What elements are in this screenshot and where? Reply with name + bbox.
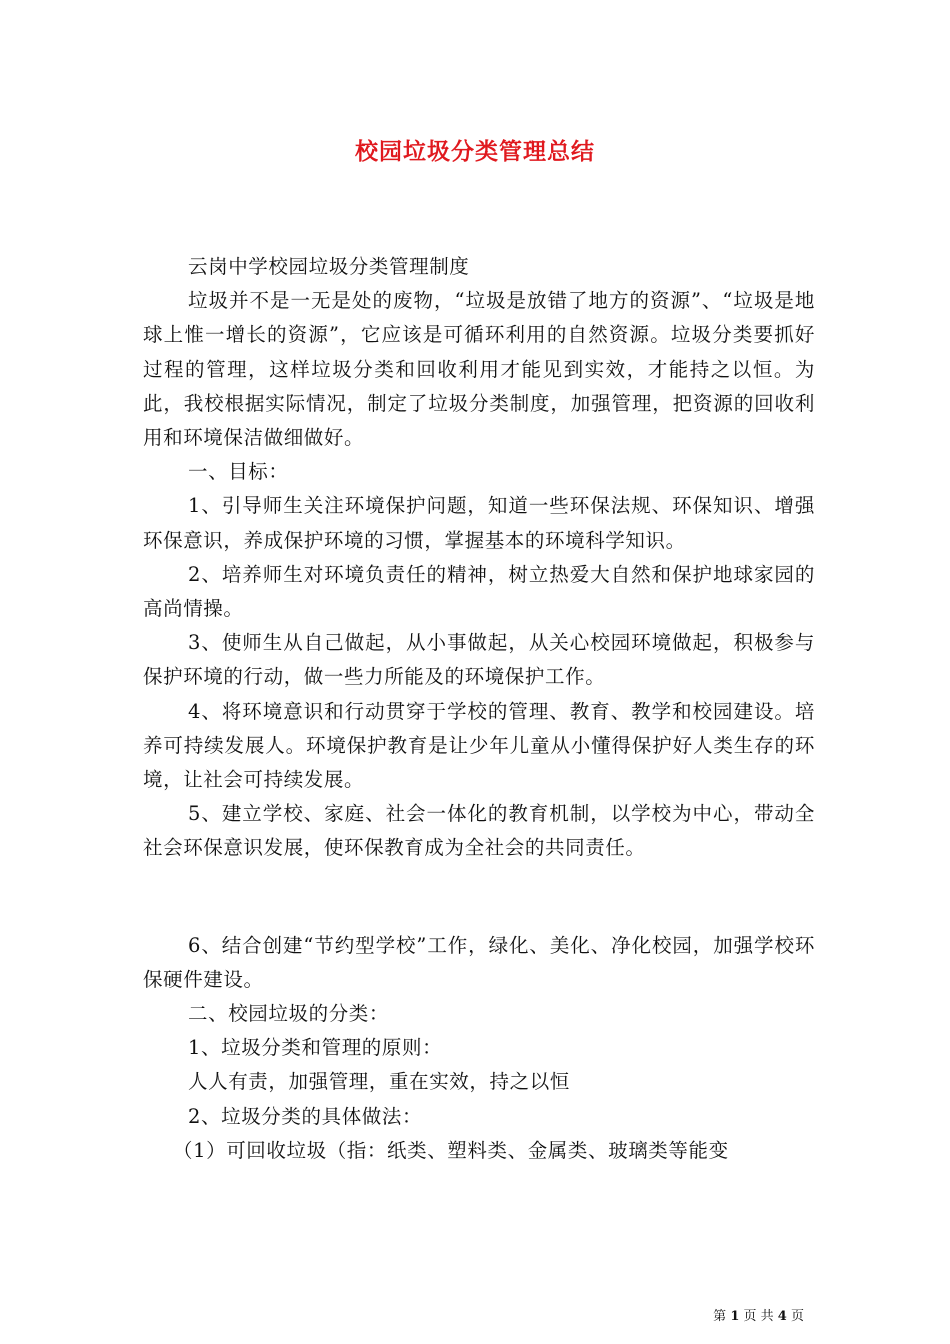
- subsection-principles: 1、垃圾分类和管理的原则：: [188, 1036, 443, 1060]
- section-heading-classification: 二、校园垃圾的分类：: [188, 1002, 390, 1026]
- goal-item-3: 3、使师生从自己做起，从小事做起，从关心校园环境做起，积极参与保护环境的行动，做一些力所能及的环境保护工作。: [143, 631, 815, 689]
- paragraph-heading: 云岗中学校园垃圾分类管理制度: [188, 255, 470, 278]
- footer-suffix: 页: [790, 1309, 804, 1324]
- footer-middle: 页 共: [743, 1309, 774, 1324]
- subsection-practice: 2、垃圾分类的具体做法：: [188, 1104, 423, 1128]
- goal-item-4: 4、将环境意识和行动贯穿于学校的管理、教育、教学和校园建设。培养可持续发展人。环境保护教育是让少年儿童从小懂得保护好人类生存的环境，让社会可持续发展。: [143, 699, 815, 792]
- goal-item-5: 5、建立学校、家庭、社会一体化的教育机制，以学校为中心，带动全社会环保意识发展，使环保教育成为全社会的共同责任。: [143, 802, 815, 860]
- document-title: 校园垃圾分类管理总结: [355, 138, 595, 165]
- paragraph-intro: 垃圾并不是一无是处的废物，“垃圾是放错了地方的资源”、“垃圾是地球上惟一增长的资源”，它应该是可循环利用的自然资源。垃圾分类要抓好过程的管理，这样垃圾分类和回收利用才能见到实效，才能持之以恒。为此，我校根据实际情况，制定了垃圾分类制度，加强管理，把资源的回收利用和环境保洁做细做好。: [143, 289, 815, 450]
- goal-item-2: 2、培养师生对环境负责任的精神，树立热爱大自然和保护地球家园的高尚情操。: [143, 562, 815, 621]
- paragraph-gap: [143, 866, 815, 929]
- goal-item-1: 1、引导师生关注环境保护问题，知道一些环保法规、环保知识、增强环保意识，养成保护环境的习惯，掌握基本的环境科学知识。: [143, 494, 815, 552]
- goal-item-6: 6、结合创建“节约型学校”工作，绿化、美化、净化校园，加强学校环保硬件建设。: [143, 933, 815, 991]
- section-heading-goals: 一、目标：: [188, 460, 289, 484]
- practice-item-1: （1）可回收垃圾（指：纸类、塑料类、金属类、玻璃类等能变: [173, 1138, 729, 1162]
- principles-text: 人人有责，加强管理，重在实效，持之以恒: [188, 1070, 570, 1094]
- page-footer: [713, 1305, 804, 1324]
- footer-total-pages: 4: [777, 1309, 787, 1324]
- footer-prefix: 第: [713, 1309, 727, 1324]
- footer-current-page: 1: [730, 1309, 740, 1324]
- document-body: [143, 250, 815, 1168]
